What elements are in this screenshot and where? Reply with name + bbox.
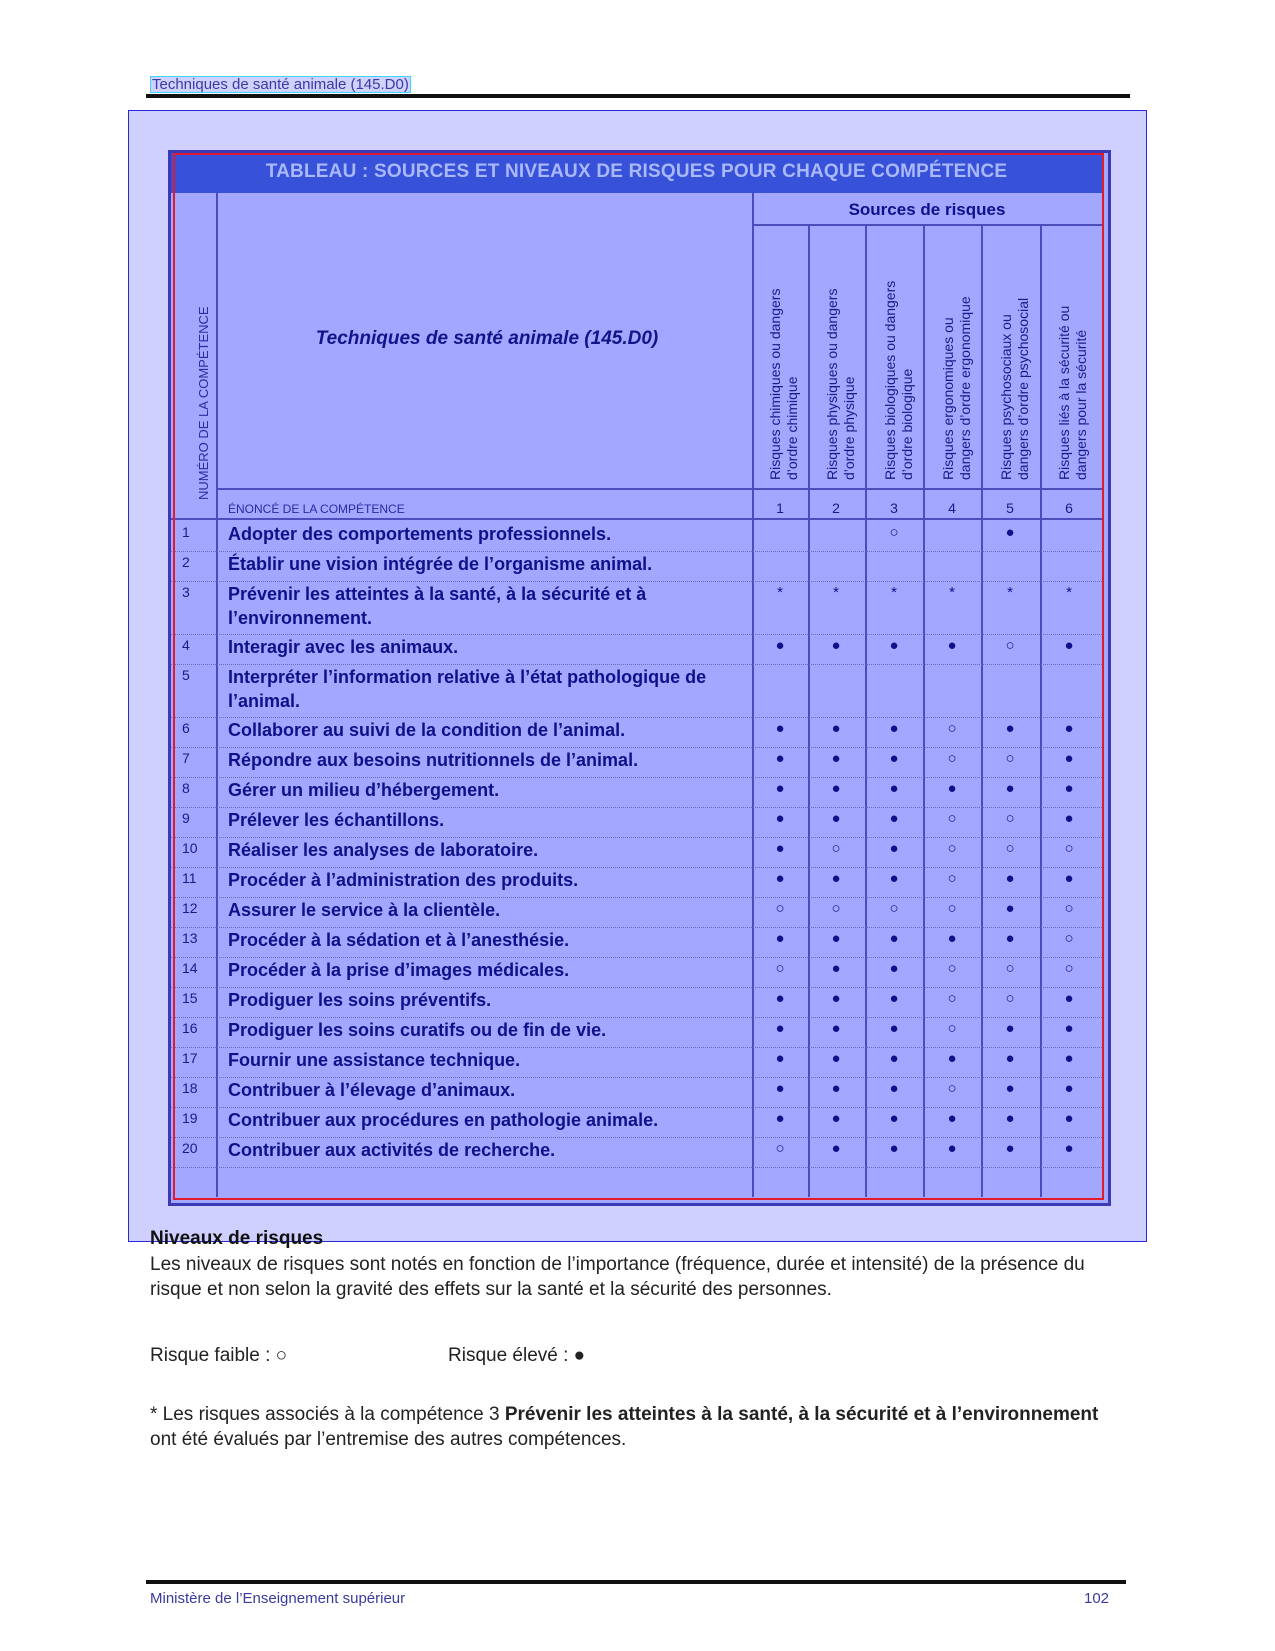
risk-level-cell: ○ xyxy=(1005,637,1015,654)
footer-page-number: 102 xyxy=(1084,1590,1110,1607)
competence-statement: Fournir une assistance technique. xyxy=(228,1050,521,1070)
table-row xyxy=(0,868,1275,898)
table-row xyxy=(0,582,1275,635)
sources-header: Sources de risques xyxy=(848,200,1006,219)
competence-statement: Établir une vision intégrée de l’organisme animal. xyxy=(228,554,653,574)
competence-number: 11 xyxy=(182,870,197,886)
program-title: Techniques de santé animale (145.D0) xyxy=(315,328,659,349)
column-number: 6 xyxy=(1065,500,1073,516)
risk-level-cell: ● xyxy=(889,960,899,977)
risk-level-cell: * xyxy=(949,584,955,601)
risk-level-cell: ○ xyxy=(947,840,957,857)
risk-level-cell: ● xyxy=(1064,1080,1074,1097)
table-row xyxy=(0,1078,1275,1108)
footer-rule xyxy=(146,1580,1126,1584)
column-header-biological: Risques biologiques ou dangers d’ordre biologique xyxy=(882,280,915,480)
risk-level-cell: ● xyxy=(1005,1080,1015,1097)
risk-level-cell: ● xyxy=(831,720,841,737)
legend-high-risk: Risque élevé : ● xyxy=(448,1345,586,1366)
risk-level-cell: ● xyxy=(1005,870,1015,887)
table-row xyxy=(0,718,1275,748)
risk-level-cell: ● xyxy=(831,930,841,947)
competence-statement: Collaborer au suivi de la condition de l’animal. xyxy=(228,720,626,740)
risk-level-cell: ● xyxy=(775,780,785,797)
competence-number: 17 xyxy=(182,1050,198,1066)
table-row xyxy=(0,958,1275,988)
risk-level-cell: ● xyxy=(889,637,899,654)
table-title: TABLEAU : SOURCES ET NIVEAUX DE RISQUES POUR CHAQUE COMPÉTENCE xyxy=(265,161,1008,182)
risk-level-cell: ● xyxy=(775,870,785,887)
risk-level-cell: ● xyxy=(1064,780,1074,797)
risk-level-cell: ● xyxy=(889,810,899,827)
competence-statement: Réaliser les analyses de laboratoire. xyxy=(228,840,539,860)
risk-level-cell: ● xyxy=(947,637,957,654)
competence-number: 14 xyxy=(182,960,198,976)
competence-statement: Répondre aux besoins nutritionnels de l’animal. xyxy=(228,750,639,770)
competence-number: 18 xyxy=(182,1080,198,1096)
table-row xyxy=(0,928,1275,958)
table-row xyxy=(0,635,1275,665)
risk-level-cell: ○ xyxy=(947,720,957,737)
column-number: 4 xyxy=(948,500,956,516)
risk-level-cell: ● xyxy=(1005,1110,1015,1127)
risk-level-cell: ● xyxy=(1064,1140,1074,1157)
risk-level-cell: ● xyxy=(947,930,957,947)
footnote xyxy=(150,1402,1130,1452)
table-row xyxy=(0,898,1275,928)
competence-statement: Contribuer à l’élevage d’animaux. xyxy=(228,1080,516,1100)
risk-level-cell: ○ xyxy=(1005,840,1015,857)
risk-level-cell: ○ xyxy=(947,990,957,1007)
table-row xyxy=(0,778,1275,808)
competence-statement: Prodiguer les soins préventifs. xyxy=(228,990,492,1010)
footnote-bold: Prévenir les atteintes à la santé, à la sécurité et à l’environnement xyxy=(504,1404,1099,1425)
table-row xyxy=(0,522,1275,552)
risk-level-cell: ● xyxy=(831,1110,841,1127)
risk-level-cell: ● xyxy=(775,990,785,1007)
risk-level-cell: ● xyxy=(1005,524,1015,541)
risk-level-cell: ● xyxy=(889,750,899,767)
risk-level-cell: ● xyxy=(947,1140,957,1157)
legend-title: Niveaux de risques xyxy=(150,1228,324,1249)
risk-level-cell: ○ xyxy=(947,810,957,827)
competence-statement: Prodiguer les soins curatifs ou de fin de vie. xyxy=(228,1020,607,1040)
risk-level-cell: ● xyxy=(1064,1020,1074,1037)
risk-level-cell: ● xyxy=(831,1140,841,1157)
risk-level-cell: ● xyxy=(889,1080,899,1097)
risk-level-cell: ● xyxy=(889,1020,899,1037)
risk-level-cell: ● xyxy=(1005,900,1015,917)
risk-level-cell: ● xyxy=(831,1050,841,1067)
competence-statement: Assurer le service à la clientèle. xyxy=(228,900,501,920)
risk-level-cell: ● xyxy=(889,870,899,887)
risk-level-cell: ● xyxy=(889,780,899,797)
risk-level-cell: ○ xyxy=(947,750,957,767)
risk-level-cell: ● xyxy=(889,930,899,947)
competence-number-label: NUMÉRO DE LA COMPÉTENCE xyxy=(196,306,211,500)
risk-level-cell: ● xyxy=(889,720,899,737)
risk-level-cell: ● xyxy=(1064,990,1074,1007)
row-divider xyxy=(171,1167,1102,1168)
risk-level-cell: ● xyxy=(775,840,785,857)
risk-level-cell: ● xyxy=(775,810,785,827)
risk-level-cell: ● xyxy=(831,750,841,767)
risk-level-cell: ● xyxy=(831,870,841,887)
risk-level-cell: ● xyxy=(889,1110,899,1127)
competence-number: 5 xyxy=(182,667,190,683)
legend-low-risk: Risque faible : ○ xyxy=(150,1345,288,1366)
risk-level-cell: ● xyxy=(1064,720,1074,737)
risk-level-cell: ● xyxy=(775,1020,785,1037)
column-header-ergonomic: Risques ergonomiques ou dangers d’ordre ergonomique xyxy=(940,296,973,480)
column-number: 2 xyxy=(832,500,840,516)
grid-line xyxy=(752,224,1102,226)
risk-level-cell: ● xyxy=(1064,1110,1074,1127)
competence-statement: Prévenir les atteintes à la santé, à la sécurité et à l’environnement. xyxy=(228,584,647,628)
risk-level-cell: ● xyxy=(947,780,957,797)
table-row xyxy=(0,552,1275,582)
competence-number: 9 xyxy=(182,810,190,826)
risk-level-cell: ○ xyxy=(1064,900,1074,917)
risk-level-cell: ○ xyxy=(831,900,841,917)
competence-number: 10 xyxy=(182,840,198,856)
risk-level-cell: ○ xyxy=(1005,810,1015,827)
risk-level-cell: ● xyxy=(889,990,899,1007)
competence-statement: Contribuer aux procédures en pathologie animale. xyxy=(228,1110,659,1130)
risk-level-cell: ● xyxy=(831,1020,841,1037)
risk-level-cell: ○ xyxy=(947,870,957,887)
risk-level-cell: ○ xyxy=(1064,960,1074,977)
risk-level-cell: ● xyxy=(1064,810,1074,827)
risk-level-cell: * xyxy=(891,584,897,601)
risk-level-cell: ● xyxy=(775,1110,785,1127)
risk-level-cell: * xyxy=(1066,584,1072,601)
header-title: Techniques de santé animale (145.D0) xyxy=(152,76,409,93)
column-number: 5 xyxy=(1006,500,1014,516)
risk-level-cell: ● xyxy=(1005,930,1015,947)
competence-number: 2 xyxy=(182,554,190,570)
table-row xyxy=(0,1048,1275,1078)
competence-statement: Gérer un milieu d’hébergement. xyxy=(228,780,500,800)
competence-number: 8 xyxy=(182,780,190,796)
competence-number: 19 xyxy=(182,1110,198,1126)
competence-number: 12 xyxy=(182,900,198,916)
risk-level-cell: ○ xyxy=(889,524,899,541)
column-number: 1 xyxy=(776,500,784,516)
header-rule xyxy=(146,94,1130,98)
competence-statement: Procéder à l’administration des produits. xyxy=(228,870,579,890)
risk-level-cell: ● xyxy=(889,840,899,857)
risk-level-cell: ○ xyxy=(1005,960,1015,977)
table-row xyxy=(0,748,1275,778)
table-title-band xyxy=(171,153,1102,193)
risk-level-cell: ○ xyxy=(775,900,785,917)
column-number: 3 xyxy=(890,500,898,516)
risk-level-cell: ● xyxy=(889,1050,899,1067)
risk-level-cell: ● xyxy=(1064,870,1074,887)
competence-number: 1 xyxy=(182,524,190,540)
competence-statement: Procéder à la prise d’images médicales. xyxy=(228,960,570,980)
risk-level-cell: ○ xyxy=(947,1080,957,1097)
risk-level-cell: ● xyxy=(775,720,785,737)
column-header-chemical: Risques chimiques ou dangers d’ordre chimique xyxy=(767,288,800,480)
risk-level-cell: ● xyxy=(775,1080,785,1097)
risk-level-cell: ● xyxy=(1064,637,1074,654)
footnote-prefix: * Les risques associés à la compétence 3 xyxy=(150,1404,505,1425)
table-row xyxy=(0,1108,1275,1138)
risk-level-cell: ○ xyxy=(889,900,899,917)
table-row xyxy=(0,665,1275,718)
column-header-physical: Risques physiques ou dangers d’ordre physique xyxy=(824,288,857,480)
table-row xyxy=(0,988,1275,1018)
risk-level-cell: ● xyxy=(775,637,785,654)
risk-level-cell: ● xyxy=(1064,750,1074,767)
risk-level-cell: ● xyxy=(775,750,785,767)
risk-level-cell: ● xyxy=(947,1110,957,1127)
risk-level-cell: ○ xyxy=(1005,990,1015,1007)
column-header-psychosocial: Risques psychosociaux ou dangers d’ordre psychosocial xyxy=(998,297,1031,480)
table-row xyxy=(0,1138,1275,1168)
competence-number: 15 xyxy=(182,990,198,1006)
risk-level-cell: ● xyxy=(1005,1140,1015,1157)
competence-number: 16 xyxy=(182,1020,198,1036)
competence-number: 20 xyxy=(182,1140,198,1156)
risk-level-cell: ● xyxy=(1005,1020,1015,1037)
risk-level-cell: ○ xyxy=(1005,750,1015,767)
risk-level-cell: ● xyxy=(1005,780,1015,797)
risk-level-cell: ● xyxy=(831,810,841,827)
competence-number: 13 xyxy=(182,930,198,946)
risk-level-cell: ○ xyxy=(947,1020,957,1037)
risk-level-cell: ○ xyxy=(775,960,785,977)
risk-level-cell: ● xyxy=(775,1050,785,1067)
risk-level-cell: * xyxy=(1007,584,1013,601)
grid-line xyxy=(171,518,1102,520)
risk-level-cell: ● xyxy=(1005,720,1015,737)
risk-level-cell: ● xyxy=(889,1140,899,1157)
competence-statement: Procéder à la sédation et à l’anesthésie. xyxy=(228,930,570,950)
risk-level-cell: ○ xyxy=(775,1140,785,1157)
footnote-suffix: ont été évalués par l’entremise des autres compétences. xyxy=(150,1429,627,1450)
competence-statement: Interpréter l’information relative à l’état pathologique de l’animal. xyxy=(228,667,707,711)
risk-level-cell: ● xyxy=(831,780,841,797)
risk-level-cell: ● xyxy=(831,637,841,654)
table-row xyxy=(0,808,1275,838)
risk-level-cell: * xyxy=(833,584,839,601)
competence-number: 7 xyxy=(182,750,190,766)
competence-statement: Prélever les échantillons. xyxy=(228,810,445,830)
competence-statement: Adopter des comportements professionnels. xyxy=(228,524,612,544)
risk-level-cell: ● xyxy=(947,1050,957,1067)
table-row xyxy=(0,838,1275,868)
competence-statement: Interagir avec les animaux. xyxy=(228,637,459,657)
competence-number: 3 xyxy=(182,584,190,600)
risk-level-cell: ● xyxy=(831,960,841,977)
risk-level-cell: ● xyxy=(831,990,841,1007)
competence-number: 4 xyxy=(182,637,190,653)
competence-number: 6 xyxy=(182,720,190,736)
table-row xyxy=(0,1018,1275,1048)
competence-statement: Contribuer aux activités de recherche. xyxy=(228,1140,556,1160)
risk-level-cell: ○ xyxy=(1064,930,1074,947)
legend-text: Les niveaux de risques sont notés en fonction de l’importance (fréquence, durée et intensité) de la présence du risque et non selon la gravité des effets sur la santé et la sécurité des personnes. xyxy=(150,1254,1085,1300)
risk-level-cell: ● xyxy=(1064,1050,1074,1067)
column-header-safety: Risques liés à la sécurité ou dangers pour la sécurité xyxy=(1056,305,1089,480)
risk-level-cell: ● xyxy=(1005,1050,1015,1067)
competence-statement-label: ÉNONCÉ DE LA COMPÉTENCE xyxy=(228,502,405,516)
footer-ministry: Ministère de l’Enseignement supérieur xyxy=(150,1590,406,1607)
risk-level-cell: * xyxy=(777,584,783,601)
risk-level-cell: ● xyxy=(831,1080,841,1097)
risk-level-cell: ○ xyxy=(1064,840,1074,857)
risk-level-cell: ○ xyxy=(947,960,957,977)
risk-level-cell: ● xyxy=(775,930,785,947)
risk-level-cell: ○ xyxy=(947,900,957,917)
grid-line xyxy=(216,488,1102,490)
risk-level-cell: ○ xyxy=(831,840,841,857)
